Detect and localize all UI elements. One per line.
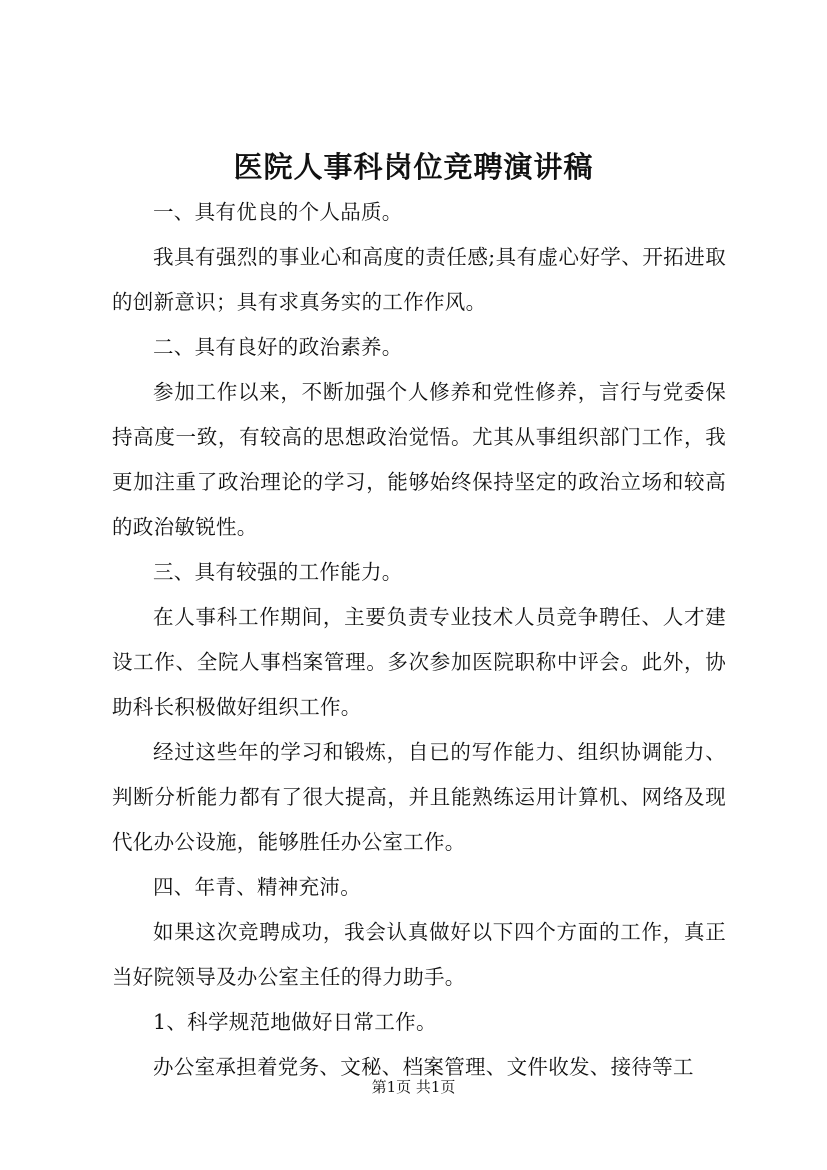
section-heading: 一、具有优良的个人品质。 [153, 200, 403, 224]
section-heading: 三、具有较强的工作能力。 [153, 560, 403, 584]
section-heading: 四、年青、精神充沛。 [153, 875, 361, 899]
body-paragraph: 如果这次竞聘成功，我会认真做好以下四个方面的工作，真正当好院领导及办公室主任的得力助手。 [112, 920, 726, 989]
document-title: 医院人事科岗位竞聘演讲稿 [233, 150, 594, 184]
body-paragraph: 经过这些年的学习和锻炼，自已的写作能力、组织协调能力、判断分析能力都有了很大提高，并且能熟练运用计算机、网络及现代化办公设施，能够胜任办公室工作。 [112, 740, 726, 854]
page-footer: 第1页 共1页 [371, 1078, 456, 1096]
body-paragraph: 我具有强烈的事业心和高度的责任感;具有虚心好学、开拓进取的创新意识；具有求真务实的工作作风。 [112, 245, 726, 314]
body-paragraph: 办公室承担着党务、文秘、档案管理、文件收发、接待等工 [153, 1055, 694, 1079]
document-body [112, 190, 726, 1090]
body-paragraph: 在人事科工作期间，主要负责专业技术人员竞争聘任、人才建设工作、全院人事档案管理。多次参加医院职称中评会。此外，协助科长积极做好组织工作。 [112, 605, 726, 719]
section-heading: 1、科学规范地做好日常工作。 [153, 1010, 437, 1034]
section-heading: 二、具有良好的政治素养。 [153, 335, 403, 359]
body-paragraph: 参加工作以来，不断加强个人修养和党性修养，言行与党委保持高度一致，有较高的思想政治觉悟。尤其从事组织部门工作，我更加注重了政治理论的学习，能够始终保持坚定的政治立场和较高的政治敏锐性。 [112, 380, 726, 539]
